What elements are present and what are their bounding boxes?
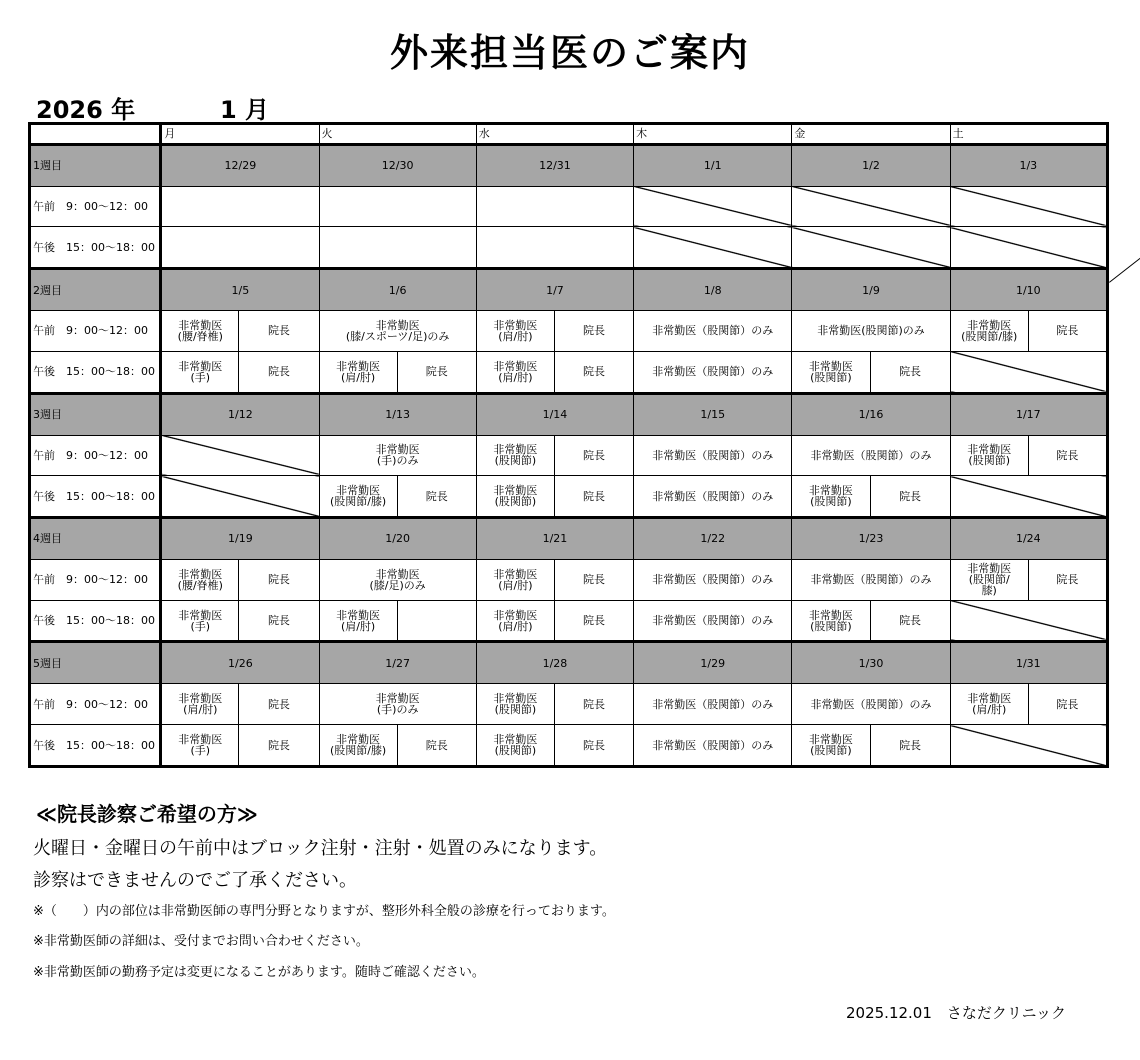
closed-cell — [950, 725, 1107, 767]
week-row — [30, 393, 1108, 435]
doctor-cell: 非常勤医 (肩/肘) — [319, 600, 397, 642]
doctor-cell: 非常勤医 (肩/肘) — [476, 351, 554, 393]
date-cell: 1/20 — [319, 518, 476, 560]
date-cell: 1/22 — [634, 518, 792, 560]
director-cell: 院長 — [554, 476, 633, 518]
slot-label-pm: 午後 15：00～18：00 — [30, 351, 161, 393]
doctor-cell: 非常勤医 (股関節/膝) — [319, 476, 397, 518]
slot-row-am — [30, 684, 1108, 725]
doctor-cell: 非常勤医 (膝/スポーツ/足)のみ — [319, 311, 476, 352]
slot-row-am — [30, 559, 1108, 600]
closed-cell — [950, 476, 1107, 518]
empty-cell — [161, 186, 319, 227]
doctor-cell: 非常勤医 (股関節) — [792, 476, 870, 518]
date-cell: 1/7 — [476, 269, 633, 311]
doctor-cell: 非常勤医（股関節）のみ — [792, 684, 950, 725]
doctor-cell: 非常勤医 (股関節/膝) — [319, 725, 397, 767]
week-label: 2週目 — [30, 269, 161, 311]
doctor-cell: 非常勤医 (肩/肘) — [319, 351, 397, 393]
week-row — [30, 144, 1108, 186]
week-row — [30, 642, 1108, 684]
slot-row-pm — [30, 600, 1108, 642]
closed-cell — [950, 351, 1107, 393]
doctor-cell: 非常勤医 (手)のみ — [319, 684, 476, 725]
director-cell: 院長 — [239, 311, 319, 352]
date-cell: 1/8 — [634, 269, 792, 311]
slot-row-am — [30, 311, 1108, 352]
week-row — [30, 269, 1108, 311]
doctor-cell: 非常勤医 (膝/足)のみ — [319, 559, 476, 600]
notes-heading: ≪院長診察ご希望の方≫ — [36, 802, 258, 826]
day-header-mon: 月 — [161, 124, 319, 145]
slot-row-pm — [30, 476, 1108, 518]
empty-cell — [161, 227, 319, 269]
closed-cell — [950, 186, 1107, 227]
doctor-cell: 非常勤医（股関節）のみ — [634, 476, 792, 518]
doctor-cell: 非常勤医 (股関節) — [792, 351, 870, 393]
doctor-cell: 非常勤医 (腰/脊椎) — [161, 311, 239, 352]
doctor-cell: 非常勤医 (腰/脊椎) — [161, 559, 239, 600]
slot-label-am: 午前 9：00～12：00 — [30, 435, 161, 476]
slot-label-pm: 午後 15：00～18：00 — [30, 476, 161, 518]
date-cell: 1/12 — [161, 393, 319, 435]
note-line-1: 火曜日・金曜日の午前中はブロック注射・注射・処置のみになります。 — [33, 838, 608, 859]
director-cell: 院長 — [1028, 435, 1107, 476]
director-cell: 院長 — [239, 351, 319, 393]
doctor-cell: 非常勤医 (肩/肘) — [950, 684, 1028, 725]
closed-cell — [161, 435, 319, 476]
day-header-thu: 木 — [634, 124, 792, 145]
empty-cell — [319, 186, 476, 227]
director-cell: 院長 — [870, 600, 950, 642]
slot-label-pm: 午後 15：00～18：00 — [30, 600, 161, 642]
date-cell: 12/30 — [319, 144, 476, 186]
director-cell: 院長 — [554, 600, 633, 642]
doctor-cell: 非常勤医（股関節）のみ — [634, 684, 792, 725]
month-label: 1 月 — [220, 96, 270, 124]
date-cell: 1/30 — [792, 642, 950, 684]
doctor-cell: 非常勤医 (肩/肘) — [161, 684, 239, 725]
date-cell: 1/1 — [634, 144, 792, 186]
doctor-cell: 非常勤医 (股関節/膝) — [950, 311, 1028, 352]
schedule-table — [28, 122, 1109, 768]
date-cell: 1/31 — [950, 642, 1107, 684]
doctor-cell: 非常勤医（股関節）のみ — [634, 725, 792, 767]
week-label: 4週目 — [30, 518, 161, 560]
date-cell: 1/6 — [319, 269, 476, 311]
doctor-cell: 非常勤医（股関節）のみ — [634, 351, 792, 393]
note-line-3: ※（ ）内の部位は非常勤医師の専門分野となりますが、整形外科全般の診療を行っております。 — [33, 904, 615, 919]
doctor-cell: 非常勤医 (股関節) — [792, 600, 870, 642]
day-header-tue: 火 — [319, 124, 476, 145]
slot-row-pm — [30, 725, 1108, 767]
doctor-cell: 非常勤医 (股関節) — [476, 435, 554, 476]
closed-cell — [950, 600, 1107, 642]
doctor-cell: 非常勤医 (股関節) — [950, 435, 1028, 476]
empty-cell — [319, 227, 476, 269]
director-cell: 院長 — [397, 351, 476, 393]
doctor-cell: 非常勤医（股関節）のみ — [634, 311, 792, 352]
date-cell: 1/23 — [792, 518, 950, 560]
day-header-row — [30, 124, 1108, 145]
empty-cell — [476, 227, 633, 269]
date-cell: 1/5 — [161, 269, 319, 311]
doctor-cell: 非常勤医 (肩/肘) — [476, 559, 554, 600]
director-cell: 院長 — [554, 725, 633, 767]
closed-cell — [634, 227, 792, 269]
director-cell: 院長 — [1028, 559, 1107, 600]
doctor-cell: 非常勤医 (手) — [161, 351, 239, 393]
doctor-cell: 非常勤医 (手) — [161, 725, 239, 767]
doctor-cell: 非常勤医(股関節)のみ — [792, 311, 950, 352]
day-header-fri: 金 — [792, 124, 950, 145]
doctor-cell: 非常勤医 (股関節/ 膝) — [950, 559, 1028, 600]
director-cell: 院長 — [397, 476, 476, 518]
doctor-cell: 非常勤医 (股関節) — [792, 725, 870, 767]
director-cell: 院長 — [870, 351, 950, 393]
empty-cell — [476, 186, 633, 227]
doctor-cell: 非常勤医（股関節）のみ — [634, 559, 792, 600]
date-cell: 1/26 — [161, 642, 319, 684]
date-cell: 1/19 — [161, 518, 319, 560]
doctor-cell: 非常勤医 (股関節) — [476, 725, 554, 767]
date-cell: 1/2 — [792, 144, 950, 186]
doctor-cell: 非常勤医 (手) — [161, 600, 239, 642]
slot-row-pm — [30, 227, 1108, 269]
closed-cell — [792, 227, 950, 269]
slot-row-am — [30, 186, 1108, 227]
closed-cell — [950, 227, 1107, 269]
closed-cell — [792, 186, 950, 227]
date-cell: 1/21 — [476, 518, 633, 560]
doctor-cell: 非常勤医（股関節）のみ — [634, 435, 792, 476]
date-cell: 1/28 — [476, 642, 633, 684]
director-cell: 院長 — [239, 684, 319, 725]
week-row — [30, 518, 1108, 560]
margin-line — [1109, 257, 1140, 282]
director-cell: 院長 — [397, 725, 476, 767]
week-label: 3週目 — [30, 393, 161, 435]
date-cell: 1/24 — [950, 518, 1107, 560]
note-line-5: ※非常勤医師の勤務予定は変更になることがあります。随時ご確認ください。 — [33, 965, 485, 980]
director-cell: 院長 — [870, 476, 950, 518]
doctor-cell: 非常勤医 (手)のみ — [319, 435, 476, 476]
week-label: 5週目 — [30, 642, 161, 684]
week-label: 1週目 — [30, 144, 161, 186]
director-cell: 院長 — [554, 435, 633, 476]
day-header-wed: 水 — [476, 124, 633, 145]
doctor-cell: 非常勤医 (肩/肘) — [476, 600, 554, 642]
slot-label-pm: 午後 15：00～18：00 — [30, 227, 161, 269]
year-label: 2026 年 — [36, 96, 136, 124]
date-cell: 1/16 — [792, 393, 950, 435]
note-line-4: ※非常勤医師の詳細は、受付までお問い合わせください。 — [33, 934, 369, 949]
doctor-cell: 非常勤医 (股関節) — [476, 476, 554, 518]
day-header-sat: 土 — [950, 124, 1107, 145]
slot-label-am: 午前 9：00～12：00 — [30, 311, 161, 352]
slot-label-am: 午前 9：00～12：00 — [30, 559, 161, 600]
director-cell: 院長 — [554, 351, 633, 393]
doctor-cell: 非常勤医（股関節）のみ — [792, 559, 950, 600]
director-cell: 院長 — [554, 311, 633, 352]
director-cell: 院長 — [554, 559, 633, 600]
closed-cell — [161, 476, 319, 518]
empty-cell — [397, 600, 476, 642]
date-cell: 12/29 — [161, 144, 319, 186]
date-cell: 1/3 — [950, 144, 1107, 186]
director-cell: 院長 — [239, 559, 319, 600]
doctor-cell: 非常勤医 (肩/肘) — [476, 311, 554, 352]
date-cell: 1/17 — [950, 393, 1107, 435]
doctor-cell: 非常勤医（股関節）のみ — [792, 435, 950, 476]
director-cell: 院長 — [1028, 311, 1107, 352]
doctor-cell: 非常勤医（股関節）のみ — [634, 600, 792, 642]
director-cell: 院長 — [870, 725, 950, 767]
date-cell: 1/9 — [792, 269, 950, 311]
corner-cell — [30, 124, 161, 145]
slot-label-am: 午前 9：00～12：00 — [30, 684, 161, 725]
closed-cell — [634, 186, 792, 227]
director-cell: 院長 — [239, 725, 319, 767]
slot-label-pm: 午後 15：00～18：00 — [30, 725, 161, 767]
date-cell: 1/13 — [319, 393, 476, 435]
slot-row-pm — [30, 351, 1108, 393]
slot-label-am: 午前 9：00～12：00 — [30, 186, 161, 227]
date-cell: 1/29 — [634, 642, 792, 684]
director-cell: 院長 — [554, 684, 633, 725]
director-cell: 院長 — [239, 600, 319, 642]
slot-row-am — [30, 435, 1108, 476]
date-cell: 1/15 — [634, 393, 792, 435]
date-cell: 1/10 — [950, 269, 1107, 311]
date-cell: 1/14 — [476, 393, 633, 435]
date-cell: 12/31 — [476, 144, 633, 186]
page-title: 外来担当医のご案内 — [389, 31, 750, 75]
note-line-2: 診察はできませんのでご了承ください。 — [33, 870, 357, 891]
doctor-cell: 非常勤医 (股関節) — [476, 684, 554, 725]
footer-date-clinic: 2025.12.01 さなだクリニック — [846, 1004, 1066, 1022]
director-cell: 院長 — [1028, 684, 1107, 725]
date-cell: 1/27 — [319, 642, 476, 684]
